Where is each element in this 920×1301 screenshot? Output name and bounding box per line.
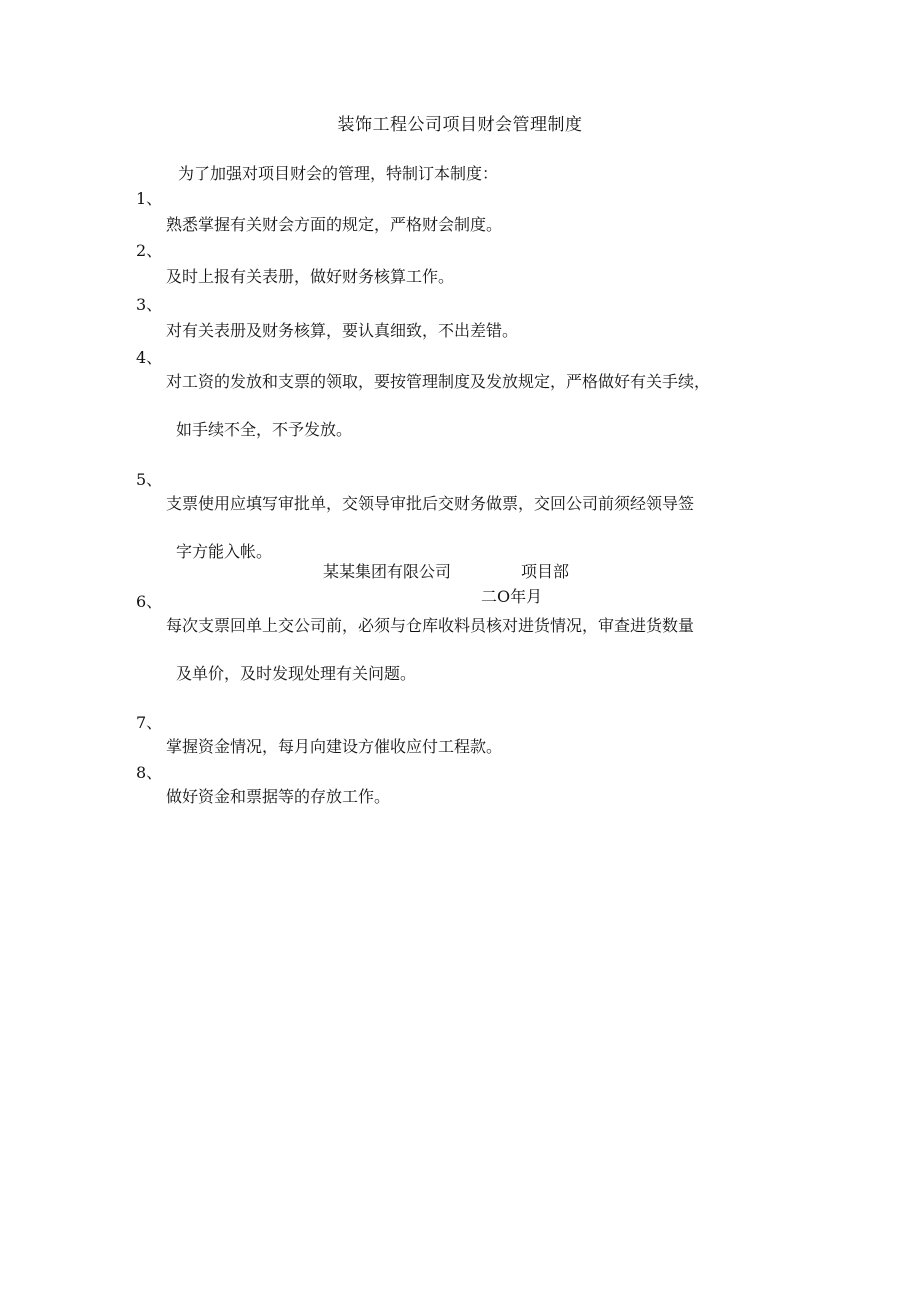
- rule-line: 每次支票回单上交公司前，必须与仓库收料员核对进货情况，审查进货数量: [166, 616, 695, 635]
- rule-number: 6、: [136, 592, 163, 611]
- rule-number: 7、: [136, 713, 163, 732]
- rule-line-continued: 及单价，及时发现处理有关问题。: [176, 664, 417, 683]
- rule-text: [166, 292, 816, 344]
- rule-line: 熟悉掌握有关财会方面的规定，严格财会制度。: [166, 215, 503, 234]
- rule-line: 掌握资金情况，每月向建设方催收应付工程款。: [166, 737, 503, 756]
- rule-item-4: [136, 346, 816, 466]
- rule-line: 对工资的发放和支票的领取，要按管理制度及发放规定，严格做好有关手续，: [166, 372, 711, 391]
- rule-line: 支票使用应填写审批单，交领导审批后交财务做票，交回公司前须经领导签: [166, 494, 695, 513]
- rule-item-7: [136, 711, 816, 759]
- rule-item-1: [136, 186, 816, 238]
- rule-number: 2、: [136, 241, 163, 260]
- signature-department: 项目部: [521, 562, 570, 581]
- rule-text: [166, 711, 816, 759]
- rule-line-continued: 字方能入帐。: [176, 542, 273, 561]
- rule-line-continued: 如手续不全，不予发放。: [176, 420, 353, 439]
- rule-number: 5、: [136, 470, 163, 489]
- rule-item-6: [136, 590, 816, 710]
- rule-item-8: [136, 761, 816, 809]
- rule-number: 4、: [136, 348, 163, 367]
- signature-line: [323, 560, 569, 584]
- document-date: 二O年月: [481, 587, 543, 606]
- rule-item-3: [136, 292, 816, 344]
- rule-text: [166, 346, 816, 466]
- rule-number: 3、: [136, 295, 163, 314]
- rule-text: [166, 238, 816, 290]
- rule-line: 做好资金和票据等的存放工作。: [166, 787, 391, 806]
- rule-number: 1、: [136, 189, 163, 208]
- rule-number: 8、: [136, 763, 163, 782]
- rules-list: [136, 186, 816, 809]
- rule-line: 及时上报有关表册，做好财务核算工作。: [166, 267, 455, 286]
- rule-item-2: [136, 238, 816, 290]
- signature-company: 某某集团有限公司: [323, 562, 452, 581]
- intro-paragraph: 为了加强对项目财会的管理，特制订本制度：: [178, 164, 499, 183]
- rule-text: [166, 186, 816, 238]
- rule-text: [166, 761, 816, 809]
- document-title: 装饰工程公司项目财会管理制度: [337, 115, 583, 135]
- rule-line: 对有关表册及财务核算，要认真细致，不出差错。: [166, 321, 519, 340]
